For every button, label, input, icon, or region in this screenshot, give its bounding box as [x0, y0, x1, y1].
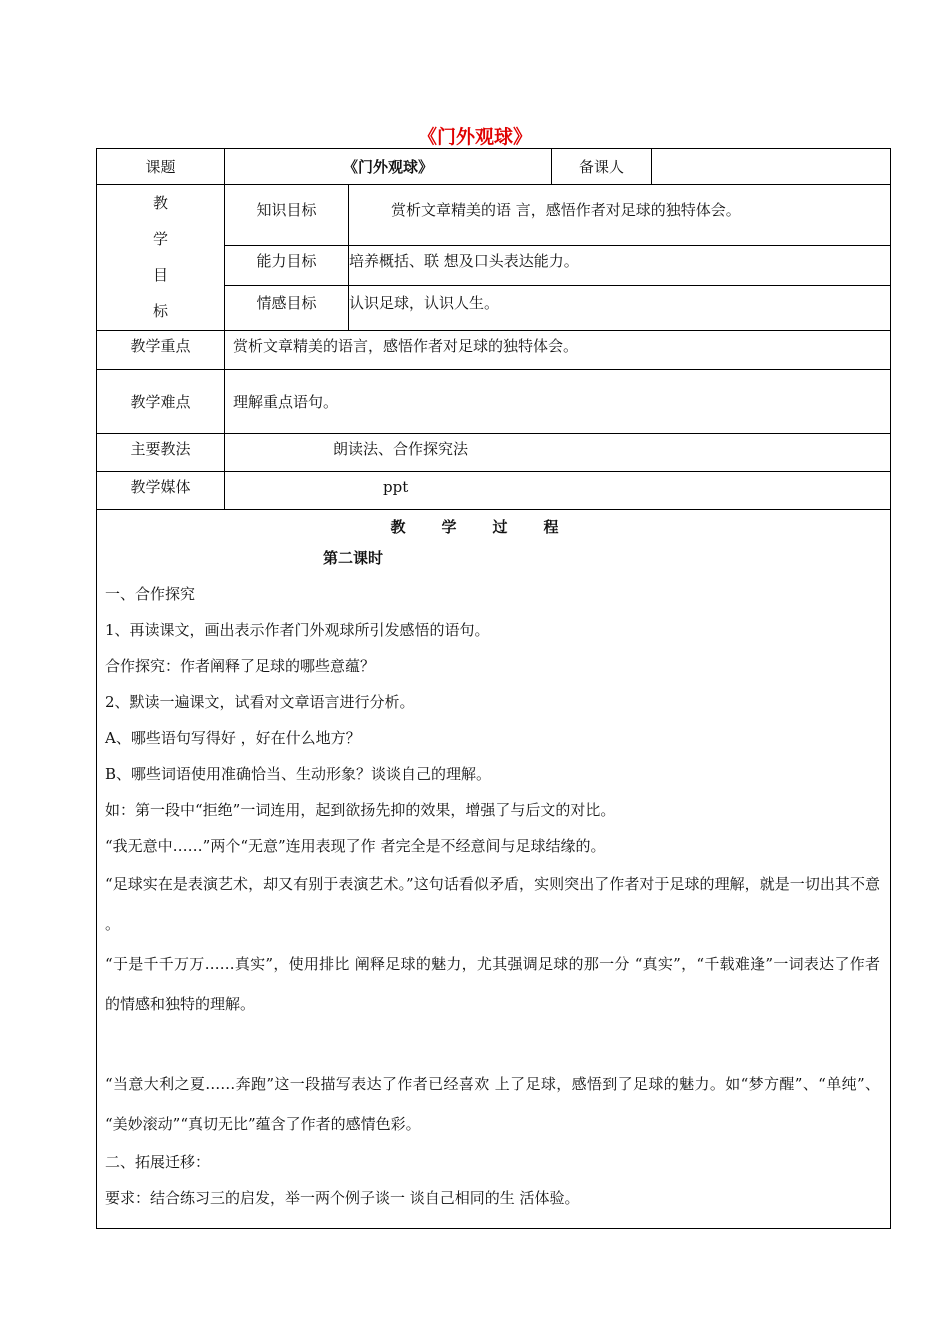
preparer-value — [652, 149, 891, 185]
process-line: 二、拓展迁移： — [105, 1153, 211, 1171]
key-point-label: 教学重点 — [97, 331, 225, 370]
process-line: B、哪些词语使用准确恰当、生动形象？谈谈自己的理解。 — [105, 765, 492, 783]
difficulty-value: 理解重点语句。 — [225, 370, 891, 434]
process-paragraph: “当意大利之夏……奔跑”这一段描写表达了作者已经喜欢 上了足球，感悟到了足球的魅力。如“梦方醒”、“单纯”、 “美妙滚动”“真切无比”蕴含了作者的感情色彩。 — [105, 1075, 881, 1133]
knowledge-goal-value: 赏析文章精美的语 言，感悟作者对足球的独特体会。 — [349, 185, 891, 246]
process-line: A、哪些语句写得好 ，好在什么地方？ — [105, 729, 361, 747]
difficulty-label: 教学难点 — [97, 370, 225, 434]
topic-value: 《门外观球》 — [225, 149, 552, 185]
preparer-label: 备课人 — [552, 149, 652, 185]
process-line: 2、默读一遍课文，试看对文章语言进行分析。 — [105, 693, 415, 711]
paragraph-gap — [105, 1024, 880, 1064]
process-line: 要求：结合练习三的启发，举一两个例子谈一 谈自己相同的生 活体验。 — [105, 1189, 580, 1207]
knowledge-goal-label: 知识目标 — [225, 185, 349, 246]
ability-goal-label: 能力目标 — [225, 246, 349, 286]
key-point-value: 赏析文章精美的语言，感悟作者对足球的独特体会。 — [225, 331, 891, 370]
teaching-process-section — [97, 510, 891, 1229]
process-line: 一、合作探究 — [105, 585, 196, 603]
emotion-goal-value: 认识足球，认识人生。 — [349, 286, 891, 331]
process-paragraph: “足球实在是表演艺术，却又有别于表演艺术。”这句话看似矛盾，实则突出了作者对于足球的理解，就是一切出其不意 。 — [105, 875, 881, 933]
process-line: 如：第一段中“拒绝”一词连用，起到欲扬先抑的效果，增强了与后文的对比。 — [105, 801, 616, 819]
objectives-group-label: 教 学 目 标 — [97, 185, 225, 331]
process-line: “我无意中……”两个“无意”连用表现了作 者完全是不经意间与足球结缘的。 — [105, 837, 606, 855]
media-value: ppt — [225, 472, 891, 510]
process-line: 合作探究：作者阐释了足球的哪些意蕴？ — [105, 657, 376, 675]
method-label: 主要教法 — [97, 434, 225, 472]
process-line: 1、再读课文，画出表示作者门外观球所引发感悟的语句。 — [105, 621, 490, 639]
process-paragraph: “于是千千万万……真实”，使用排比 阐释足球的魅力，尤其强调足球的那一分 “真实”，“千载难逢”一词表达了作者的情感和独特的理解。 — [105, 955, 881, 1013]
process-heading: 教学过程 — [390, 518, 595, 536]
topic-label: 课题 — [97, 149, 225, 185]
emotion-goal-label: 情感目标 — [225, 286, 349, 331]
media-label: 教学媒体 — [97, 472, 225, 510]
lesson-label: 第二课时 — [323, 549, 384, 567]
page-title: 《门外观球》 — [417, 126, 532, 148]
ability-goal-value: 培养概括、联 想及口头表达能力。 — [349, 246, 891, 286]
lesson-plan-table — [96, 148, 891, 1229]
method-value: 朗读法、合作探究法 — [225, 434, 891, 472]
